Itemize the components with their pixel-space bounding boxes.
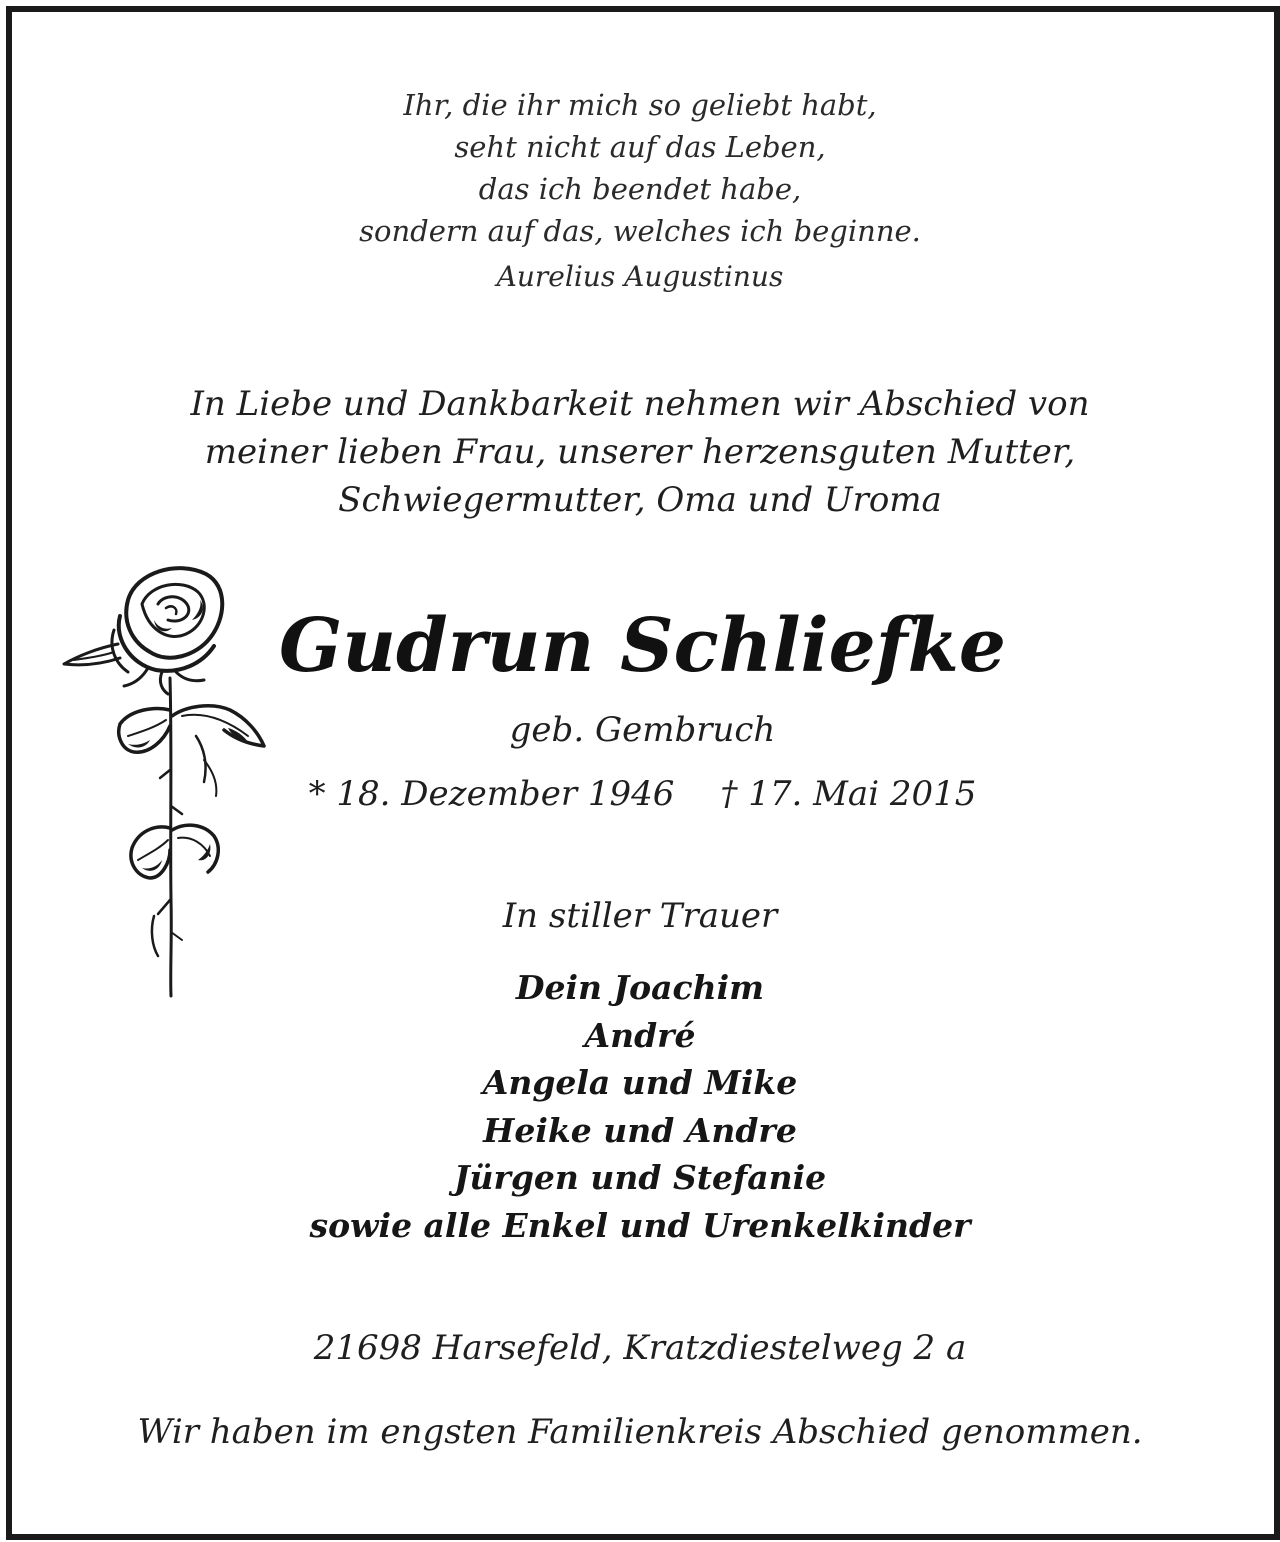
mourners-list xyxy=(0,964,1280,1249)
intro-line: In Liebe und Dankbarkeit nehmen wir Abschied von xyxy=(190,384,1090,424)
intro-line: meiner lieben Frau, unserer herzensguten Mutter, xyxy=(204,432,1076,472)
mourning-heading: In stiller Trauer xyxy=(502,896,778,936)
maiden-name: geb. Gembruch xyxy=(509,710,776,750)
intro-text xyxy=(0,380,1280,524)
mourner-line: Jürgen und Stefanie xyxy=(453,1158,827,1197)
intro-line: Schwiegermutter, Oma und Uroma xyxy=(338,480,942,520)
quote-block xyxy=(0,84,1280,298)
life-dates xyxy=(280,770,1005,818)
closing-note: Wir haben im engsten Familienkreis Abschied genommen. xyxy=(137,1412,1143,1452)
mourner-line: André xyxy=(584,1015,696,1055)
quote-author: Aurelius Augustinus xyxy=(496,260,784,293)
mourner-line: Dein Joachim xyxy=(515,968,765,1007)
birth-date: * 18. Dezember 1946 xyxy=(308,774,675,814)
quote-line: sondern auf das, welches ich beginne. xyxy=(359,214,921,248)
address: 21698 Harsefeld, Kratzdiestelweg 2 a xyxy=(313,1328,967,1368)
death-date: † 17. Mai 2015 xyxy=(720,774,977,814)
quote-line: seht nicht auf das Leben, xyxy=(454,130,826,164)
deceased-name: Gudrun Schliefke xyxy=(279,603,1006,689)
mourner-line: Heike und Andre xyxy=(483,1110,797,1150)
mourner-line: sowie alle Enkel und Urenkelkinder xyxy=(309,1205,971,1245)
quote-line: Ihr, die ihr mich so geliebt habt, xyxy=(403,88,877,122)
mourner-line: Angela und Mike xyxy=(482,1063,798,1102)
quote-line: das ich beendet habe, xyxy=(478,172,802,206)
